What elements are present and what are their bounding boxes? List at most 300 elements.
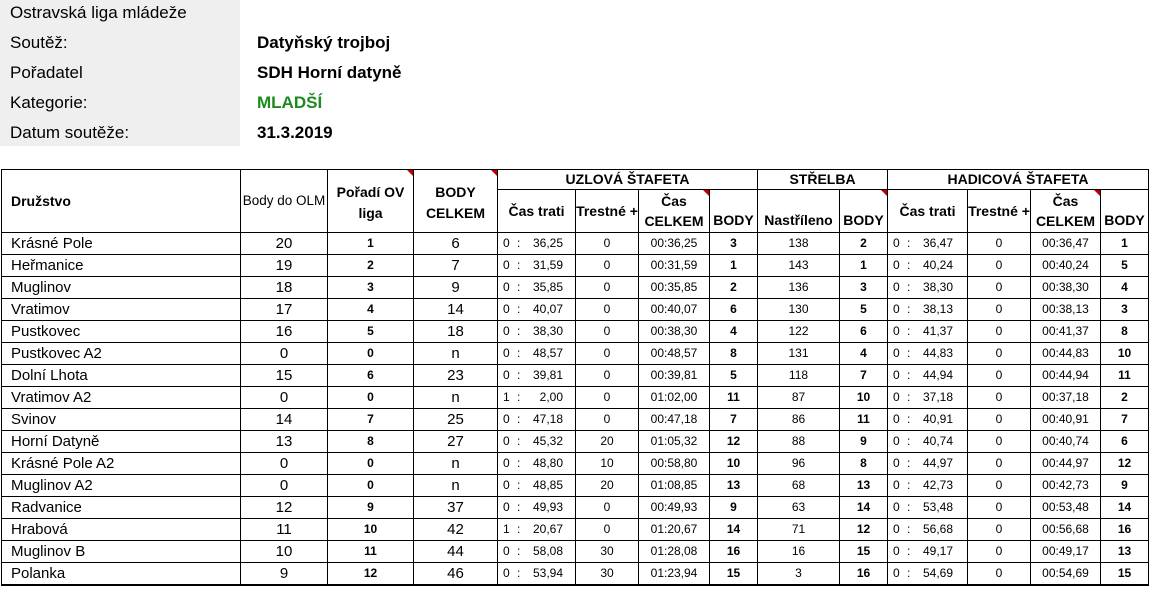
table-row <box>2 497 1149 519</box>
shooting-points: 9 <box>840 431 888 453</box>
r2-points: 14 <box>1101 497 1149 519</box>
info-row-date <box>0 120 700 150</box>
r2-penalty: 0 <box>968 519 1031 541</box>
shooting-points: 16 <box>840 563 888 586</box>
total-points: n <box>414 453 498 475</box>
shot-count: 138 <box>758 233 840 255</box>
time-separator: : <box>517 434 521 448</box>
r1-time <box>498 387 576 409</box>
shooting-points: 2 <box>840 233 888 255</box>
r1-time <box>498 519 576 541</box>
r2-time <box>888 475 968 497</box>
r1-time <box>498 497 576 519</box>
shot-count: 16 <box>758 541 840 563</box>
table-row <box>2 299 1149 321</box>
total-points: 25 <box>414 409 498 431</box>
r2-time <box>888 431 968 453</box>
shot-count: 143 <box>758 255 840 277</box>
r2-penalty: 0 <box>968 343 1031 365</box>
table-row <box>2 431 1149 453</box>
r2-time <box>888 321 968 343</box>
seconds: 48,57 <box>532 346 563 360</box>
total-points: 18 <box>414 321 498 343</box>
shooting-points: 4 <box>840 343 888 365</box>
r2-penalty: 0 <box>968 365 1031 387</box>
r2-time <box>888 387 968 409</box>
seconds: 58,08 <box>532 544 563 558</box>
r2-time <box>888 233 968 255</box>
category-value: MLADŠÍ <box>257 93 323 112</box>
seconds: 44,94 <box>922 368 953 382</box>
r1-time <box>498 541 576 563</box>
time-separator: : <box>907 280 911 294</box>
olm-points: 10 <box>241 541 328 563</box>
seconds: 36,25 <box>532 236 563 250</box>
shot-count: 96 <box>758 453 840 475</box>
r2-penalty: 0 <box>968 431 1031 453</box>
minutes: 0 <box>893 544 900 558</box>
seconds: 31,59 <box>532 258 563 272</box>
time-separator: : <box>907 258 911 272</box>
seconds: 38,30 <box>922 280 953 294</box>
total-points: 46 <box>414 563 498 586</box>
r1-time-total: 00:40,07 <box>639 299 710 321</box>
r1-time-total: 01:02,00 <box>639 387 710 409</box>
shot-count: 88 <box>758 431 840 453</box>
olm-points: 0 <box>241 475 328 497</box>
r1-penalty: 0 <box>576 255 639 277</box>
team-name: Pustkovec <box>2 321 241 343</box>
minutes: 1 <box>503 522 510 536</box>
ov-rank: 12 <box>328 563 414 586</box>
r1-time-total: 00:39,81 <box>639 365 710 387</box>
r1-penalty: 0 <box>576 321 639 343</box>
team-name: Krásné Pole A2 <box>2 453 241 475</box>
shot-count: 71 <box>758 519 840 541</box>
time-separator: : <box>907 302 911 316</box>
minutes: 0 <box>893 390 900 404</box>
shot-count: 3 <box>758 563 840 586</box>
r2-points: 1 <box>1101 233 1149 255</box>
table-row <box>2 453 1149 475</box>
r2-time <box>888 365 968 387</box>
header-r1-penalty: Trestné + <box>576 190 639 233</box>
team-name: Polanka <box>2 563 241 586</box>
shooting-points: 12 <box>840 519 888 541</box>
total-points: 27 <box>414 431 498 453</box>
olm-points: 20 <box>241 233 328 255</box>
minutes: 0 <box>893 368 900 382</box>
header-total-points: BODY CELKEM <box>414 170 498 233</box>
r2-points: 6 <box>1101 431 1149 453</box>
time-separator: : <box>517 324 521 338</box>
r2-points: 13 <box>1101 541 1149 563</box>
team-name: Krásné Pole <box>2 233 241 255</box>
r1-penalty: 0 <box>576 519 639 541</box>
team-name: Muglinov A2 <box>2 475 241 497</box>
olm-points: 19 <box>241 255 328 277</box>
r1-penalty: 0 <box>576 299 639 321</box>
ov-rank: 2 <box>328 255 414 277</box>
minutes: 1 <box>503 390 510 404</box>
r1-time <box>498 563 576 586</box>
time-separator: : <box>907 346 911 360</box>
time-separator: : <box>517 456 521 470</box>
table-row <box>2 475 1149 497</box>
seconds: 48,85 <box>532 478 563 492</box>
r1-points: 6 <box>710 299 758 321</box>
r2-penalty: 0 <box>968 387 1031 409</box>
seconds: 38,30 <box>532 324 563 338</box>
shooting-points: 7 <box>840 365 888 387</box>
r2-time-total: 00:42,73 <box>1031 475 1101 497</box>
r2-time-total: 00:38,30 <box>1031 277 1101 299</box>
r1-points: 10 <box>710 453 758 475</box>
olm-points: 0 <box>241 453 328 475</box>
shooting-points: 15 <box>840 541 888 563</box>
ov-rank: 10 <box>328 519 414 541</box>
time-separator: : <box>907 236 911 250</box>
team-name: Pustkovec A2 <box>2 343 241 365</box>
r1-points: 1 <box>710 255 758 277</box>
r1-time-total: 00:48,57 <box>639 343 710 365</box>
team-name: Muglinov B <box>2 541 241 563</box>
info-label: Kategorie: <box>10 93 88 112</box>
time-separator: : <box>907 544 911 558</box>
shot-count: 122 <box>758 321 840 343</box>
shooting-points: 6 <box>840 321 888 343</box>
r2-points: 4 <box>1101 277 1149 299</box>
minutes: 0 <box>503 544 510 558</box>
minutes: 0 <box>893 412 900 426</box>
olm-points: 17 <box>241 299 328 321</box>
table-row <box>2 321 1149 343</box>
olm-points: 11 <box>241 519 328 541</box>
r1-penalty: 30 <box>576 541 639 563</box>
team-name: Dolní Lhota <box>2 365 241 387</box>
minutes: 0 <box>893 456 900 470</box>
info-row-category <box>0 90 700 120</box>
time-separator: : <box>907 500 911 514</box>
shot-count: 130 <box>758 299 840 321</box>
header-r2-time-total: Čas CELKEM <box>1031 190 1101 233</box>
time-separator: : <box>517 258 521 272</box>
time-separator: : <box>517 390 521 404</box>
seconds: 40,91 <box>922 412 953 426</box>
table-row <box>2 255 1149 277</box>
total-points: 44 <box>414 541 498 563</box>
r1-time <box>498 409 576 431</box>
time-separator: : <box>517 236 521 250</box>
minutes: 0 <box>503 236 510 250</box>
seconds: 42,73 <box>922 478 953 492</box>
ov-rank: 7 <box>328 409 414 431</box>
time-separator: : <box>907 522 911 536</box>
r2-time-total: 00:44,83 <box>1031 343 1101 365</box>
r1-time <box>498 343 576 365</box>
shot-count: 87 <box>758 387 840 409</box>
results-table <box>1 169 1149 586</box>
r1-penalty: 0 <box>576 233 639 255</box>
shooting-points: 5 <box>840 299 888 321</box>
r2-penalty: 0 <box>968 233 1031 255</box>
r2-penalty: 0 <box>968 563 1031 586</box>
minutes: 0 <box>893 302 900 316</box>
r1-time <box>498 255 576 277</box>
r2-points: 2 <box>1101 387 1149 409</box>
r1-points: 2 <box>710 277 758 299</box>
r1-penalty: 20 <box>576 475 639 497</box>
r2-time-total: 00:44,94 <box>1031 365 1101 387</box>
time-separator: : <box>907 478 911 492</box>
ov-rank: 6 <box>328 365 414 387</box>
minutes: 0 <box>503 368 510 382</box>
team-name: Vratimov A2 <box>2 387 241 409</box>
seconds: 44,97 <box>922 456 953 470</box>
table-row <box>2 277 1149 299</box>
team-name: Horní Datyně <box>2 431 241 453</box>
seconds: 39,81 <box>532 368 563 382</box>
r1-penalty: 20 <box>576 431 639 453</box>
table-row <box>2 365 1149 387</box>
r2-time-total: 00:53,48 <box>1031 497 1101 519</box>
minutes: 0 <box>893 236 900 250</box>
r2-time-total: 00:40,91 <box>1031 409 1101 431</box>
team-name: Hrabová <box>2 519 241 541</box>
total-points: 37 <box>414 497 498 519</box>
ov-rank: 5 <box>328 321 414 343</box>
r1-points: 14 <box>710 519 758 541</box>
r1-penalty: 0 <box>576 277 639 299</box>
r1-points: 12 <box>710 431 758 453</box>
r1-time <box>498 233 576 255</box>
total-points: 7 <box>414 255 498 277</box>
r2-penalty: 0 <box>968 321 1031 343</box>
r2-points: 9 <box>1101 475 1149 497</box>
seconds: 45,32 <box>532 434 563 448</box>
info-label: Datum soutěže: <box>10 123 130 142</box>
r1-penalty: 0 <box>576 365 639 387</box>
seconds: 54,69 <box>922 566 953 580</box>
header-r1-time: Čas trati <box>498 190 576 233</box>
r2-time-total: 00:40,74 <box>1031 431 1101 453</box>
r2-time <box>888 563 968 586</box>
r1-penalty: 0 <box>576 409 639 431</box>
r1-points: 16 <box>710 541 758 563</box>
r1-penalty: 0 <box>576 497 639 519</box>
r2-time-total: 00:37,18 <box>1031 387 1101 409</box>
r2-time-total: 00:40,24 <box>1031 255 1101 277</box>
olm-points: 13 <box>241 431 328 453</box>
shooting-points: 13 <box>840 475 888 497</box>
minutes: 0 <box>503 500 510 514</box>
r2-points: 3 <box>1101 299 1149 321</box>
r2-time-total: 00:36,47 <box>1031 233 1101 255</box>
r2-time <box>888 541 968 563</box>
olm-points: 9 <box>241 563 328 586</box>
r1-time <box>498 277 576 299</box>
minutes: 0 <box>503 324 510 338</box>
shot-count: 63 <box>758 497 840 519</box>
minutes: 0 <box>503 302 510 316</box>
time-separator: : <box>907 566 911 580</box>
r2-penalty: 0 <box>968 475 1031 497</box>
league-title: Ostravská liga mládeže <box>10 3 187 22</box>
seconds: 40,74 <box>922 434 953 448</box>
r1-time-total: 01:28,08 <box>639 541 710 563</box>
seconds: 49,93 <box>532 500 563 514</box>
header-shooting-points: BODY <box>840 190 888 233</box>
shooting-points: 14 <box>840 497 888 519</box>
r1-time <box>498 321 576 343</box>
competition-date: 31.3.2019 <box>257 123 333 142</box>
header-shot: Nastříleno <box>758 190 840 233</box>
total-points: 14 <box>414 299 498 321</box>
r2-time-total: 00:49,17 <box>1031 541 1101 563</box>
r2-points: 5 <box>1101 255 1149 277</box>
time-separator: : <box>907 368 911 382</box>
header-r2-points: BODY <box>1101 190 1149 233</box>
minutes: 0 <box>503 478 510 492</box>
minutes: 0 <box>893 346 900 360</box>
r1-time-total: 00:36,25 <box>639 233 710 255</box>
r2-points: 10 <box>1101 343 1149 365</box>
info-row-organizer <box>0 60 700 90</box>
r1-penalty: 0 <box>576 387 639 409</box>
ov-rank: 4 <box>328 299 414 321</box>
table-row <box>2 409 1149 431</box>
team-name: Svinov <box>2 409 241 431</box>
r1-points: 7 <box>710 409 758 431</box>
r1-points: 11 <box>710 387 758 409</box>
time-separator: : <box>907 456 911 470</box>
results-body <box>2 233 1149 586</box>
seconds: 38,13 <box>922 302 953 316</box>
seconds: 41,37 <box>922 324 953 338</box>
shooting-points: 10 <box>840 387 888 409</box>
info-row-competition <box>0 30 700 60</box>
total-points: n <box>414 475 498 497</box>
minutes: 0 <box>893 478 900 492</box>
competition-name: Datyňský trojboj <box>257 33 391 52</box>
seconds: 40,07 <box>532 302 563 316</box>
r1-time-total: 01:20,67 <box>639 519 710 541</box>
r1-time-total: 01:23,94 <box>639 563 710 586</box>
total-points: 9 <box>414 277 498 299</box>
r2-penalty: 0 <box>968 299 1031 321</box>
r2-time <box>888 343 968 365</box>
ov-rank: 0 <box>328 453 414 475</box>
minutes: 0 <box>893 500 900 514</box>
time-separator: : <box>517 500 521 514</box>
total-points: 6 <box>414 233 498 255</box>
total-points: n <box>414 343 498 365</box>
minutes: 0 <box>893 434 900 448</box>
ov-rank: 9 <box>328 497 414 519</box>
r1-points: 13 <box>710 475 758 497</box>
time-separator: : <box>517 522 521 536</box>
time-separator: : <box>907 324 911 338</box>
minutes: 0 <box>503 456 510 470</box>
shot-count: 131 <box>758 343 840 365</box>
table-row <box>2 387 1149 409</box>
shooting-points: 3 <box>840 277 888 299</box>
olm-points: 12 <box>241 497 328 519</box>
info-label: Pořadatel <box>10 63 83 82</box>
ov-rank: 8 <box>328 431 414 453</box>
minutes: 0 <box>503 434 510 448</box>
r2-penalty: 0 <box>968 255 1031 277</box>
minutes: 0 <box>893 522 900 536</box>
r1-points: 15 <box>710 563 758 586</box>
time-separator: : <box>517 412 521 426</box>
time-separator: : <box>907 434 911 448</box>
header-ov-rank: Pořadí OV liga <box>328 170 414 233</box>
total-points: 42 <box>414 519 498 541</box>
r2-penalty: 0 <box>968 277 1031 299</box>
table-row <box>2 343 1149 365</box>
ov-rank: 0 <box>328 475 414 497</box>
ov-rank: 1 <box>328 233 414 255</box>
ov-rank: 3 <box>328 277 414 299</box>
r2-penalty: 0 <box>968 409 1031 431</box>
shooting-points: 8 <box>840 453 888 475</box>
r1-time-total: 00:47,18 <box>639 409 710 431</box>
minutes: 0 <box>893 280 900 294</box>
r1-time-total: 00:31,59 <box>639 255 710 277</box>
total-points: n <box>414 387 498 409</box>
seconds: 37,18 <box>922 390 953 404</box>
table-row <box>2 233 1149 255</box>
r1-points: 4 <box>710 321 758 343</box>
minutes: 0 <box>893 324 900 338</box>
r1-time <box>498 431 576 453</box>
r1-time <box>498 475 576 497</box>
time-separator: : <box>907 390 911 404</box>
ov-rank: 11 <box>328 541 414 563</box>
r1-time-total: 00:35,85 <box>639 277 710 299</box>
olm-points: 16 <box>241 321 328 343</box>
olm-points: 0 <box>241 387 328 409</box>
r2-time-total: 00:38,13 <box>1031 299 1101 321</box>
seconds: 2,00 <box>539 390 563 404</box>
seconds: 35,85 <box>532 280 563 294</box>
header-r2-time: Čas trati <box>888 190 968 233</box>
info-label: Soutěž: <box>10 33 68 52</box>
r2-time-total: 00:56,68 <box>1031 519 1101 541</box>
shooting-points: 11 <box>840 409 888 431</box>
r2-points: 11 <box>1101 365 1149 387</box>
minutes: 0 <box>503 412 510 426</box>
shot-count: 118 <box>758 365 840 387</box>
seconds: 53,94 <box>532 566 563 580</box>
time-separator: : <box>517 346 521 360</box>
r2-time <box>888 497 968 519</box>
shooting-points: 1 <box>840 255 888 277</box>
r1-points: 3 <box>710 233 758 255</box>
r1-points: 8 <box>710 343 758 365</box>
r1-time-total: 01:05,32 <box>639 431 710 453</box>
time-separator: : <box>517 544 521 558</box>
r2-time-total: 00:54,69 <box>1031 563 1101 586</box>
r1-time <box>498 365 576 387</box>
seconds: 20,67 <box>532 522 563 536</box>
seconds: 40,24 <box>922 258 953 272</box>
r2-points: 15 <box>1101 563 1149 586</box>
olm-points: 0 <box>241 343 328 365</box>
r1-time-total: 00:49,93 <box>639 497 710 519</box>
header-shooting: STŘELBA <box>758 170 888 190</box>
